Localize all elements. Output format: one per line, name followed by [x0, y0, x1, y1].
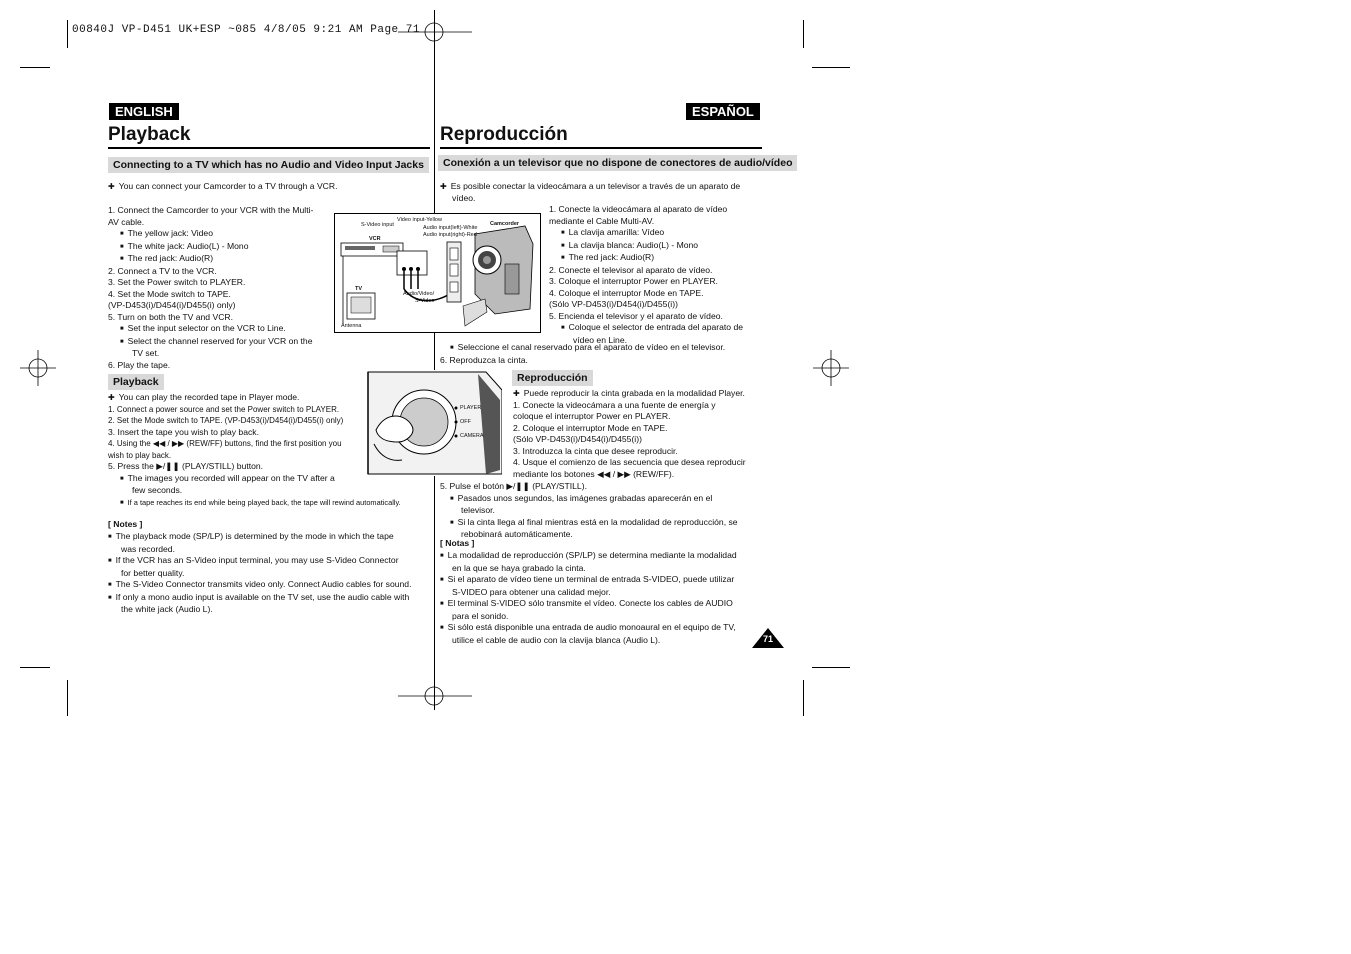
fig-label-audio-left: Audio input(left)-White [423, 225, 478, 231]
pb-line: 5. Pulse el botón ▶/❚❚ (PLAY/STILL). [440, 481, 587, 491]
crop-mark [803, 20, 804, 48]
print-header: 00840J VP-D451 UK+ESP ~085 4/8/05 9:21 AM Page 71 [72, 24, 420, 36]
note-line: ■ The S-Video Connector transmits video only. Connect Audio cables for sound. [108, 579, 411, 592]
step-line: ■ Set the input selector on the VCR to Line. [108, 323, 313, 336]
note-line: ■ If only a mono audio input is available on the TV set, use the audio cable with [108, 592, 411, 605]
step-line: 5. Turn on both the TV and VCR. [108, 311, 234, 322]
notes-title: [ Notas ] [440, 538, 475, 548]
step-line: 1. Conecte la videocámara al aparato de vídeo [549, 204, 728, 214]
note-line: S-VIDEO para obtener una calidad mejor. [452, 586, 611, 597]
note-line: ■ If the VCR has an S-Video input terminal, you may use S-Video Connector [108, 555, 411, 568]
fig-label-svideo-input: S-Video input [361, 222, 394, 228]
registration-mark-right [813, 350, 849, 386]
intro-line: ✚ Es posible conectar la videocámara a un televisor a través de un aparato de [440, 181, 740, 193]
step-line: ■ La clavija amarilla: Vídeo [549, 227, 743, 240]
center-fold-line [434, 10, 435, 710]
title-rule [108, 147, 430, 149]
step-line: 5. Encienda el televisor y el aparato de vídeo. [549, 310, 723, 321]
pb-line: ■ Pasados unos segundos, las imágenes grabadas aparecerán en el [440, 493, 738, 506]
note-line: ■ The playback mode (SP/LP) is determined by the mode in which the tape [108, 531, 411, 544]
note-line: ■ Si el aparato de vídeo tiene un terminal de entrada S-VIDEO, puede utilizar [440, 574, 737, 587]
section-heading: Connecting to a TV which has no Audio and Video Input Jacks [108, 157, 429, 173]
playback-list [513, 388, 746, 480]
step-line: vídeo en Line. [573, 334, 627, 345]
pb-line: ✚ You can play the recorded tape in Player mode. [108, 392, 401, 404]
steps-list-cont [440, 342, 725, 366]
fig-label-vcr: VCR [369, 236, 381, 242]
step-line: 2. Conecte el televisor al aparato de vídeo. [549, 264, 713, 275]
step-line: 6. Reproduzca la cinta. [440, 354, 528, 365]
fig-label-camera: CAMERA [460, 433, 484, 439]
crop-mark [20, 667, 50, 668]
note-line: utilice el cable de audio con la clavija blanca (Audio L). [452, 634, 661, 645]
note-line: ■ El terminal S-VIDEO sólo transmite el vídeo. Conecte los cables de AUDIO [440, 598, 737, 611]
intro-line: vídeo. [452, 192, 476, 203]
step-line: 6. Play the tape. [108, 359, 171, 370]
step-line: mediante el Cable Multi-AV. [549, 215, 655, 226]
registration-mark-left [20, 350, 56, 386]
title-rule [440, 147, 762, 149]
fig-label-video-input: Video input-Yellow [397, 217, 442, 223]
step-line: TV set. [132, 348, 160, 358]
page-title: Playback [108, 124, 191, 145]
section-heading: Playback [108, 374, 164, 390]
fig-label-svideo: S-Video [415, 298, 435, 304]
section-heading: Reproducción [512, 370, 593, 386]
pb-line: 2. Set the Mode switch to TAPE. (VP-D453(i)/D454(i)/D455(i) only) [108, 416, 344, 425]
step-line: ■ Coloque el selector de entrada del aparato de [549, 322, 743, 335]
pb-line: 5. Press the ▶/❚❚ (PLAY/STILL) button. [108, 461, 264, 471]
intro-text: ✚ You can connect your Camcorder to a TV through a VCR. [108, 181, 338, 193]
page-title: Reproducción [440, 124, 568, 145]
notes-list [108, 531, 411, 616]
page-number-badge [752, 628, 784, 648]
pb-line: 3. Introduzca la cinta que desee reproducir. [513, 445, 678, 456]
step-line: ■ The red jack: Audio(R) [549, 252, 743, 265]
pb-line: ✚ Puede reproducir la cinta grabada en la modalidad Player. [513, 388, 746, 400]
playback-list [108, 392, 401, 509]
crop-mark [20, 67, 50, 68]
step-line: 4. Set the Mode switch to TAPE. [108, 288, 231, 299]
pb-line: ■ If a tape reaches its end while being played back, the tape will rewind automatically. [108, 497, 401, 510]
note-line: en la que se haya grabado la cinta. [452, 562, 586, 573]
pb-line: (Sólo VP-D453(i)/D454(i)/D455(i)) [513, 434, 642, 444]
note-line: ■ Si sólo está disponible una entrada de audio monoaural en el equipo de TV, [440, 622, 737, 635]
pb-line: coloque el interruptor Power en PLAYER. [513, 411, 671, 421]
step-line: 3. Set the Power switch to PLAYER. [108, 277, 246, 287]
step-line: ■ Seleccione el canal reservado para el aparato de vídeo en el televisor. [440, 342, 725, 355]
pb-line: televisor. [461, 505, 495, 515]
step-line: 4. Coloque el interruptor Mode en TAPE. [549, 287, 704, 298]
notes-list [440, 550, 737, 646]
pb-line: wish to play back. [108, 450, 172, 460]
step-line: ■ The yellow jack: Video [108, 228, 313, 241]
step-line: AV cable. [108, 216, 145, 227]
note-line: para el sonido. [452, 610, 509, 621]
fig-label-player: PLAYER [460, 405, 482, 411]
fig-label-av: Audio/Video/ [403, 291, 435, 297]
pb-line: 1. Connect a power source and set the Power switch to PLAYER. [108, 404, 340, 414]
fig-label-audio-right: Audio input(right)-Red [423, 232, 477, 238]
registration-mark-bottom [396, 678, 474, 718]
crop-mark [67, 680, 68, 716]
step-line: 3. Coloque el interruptor Power en PLAYER. [549, 276, 718, 286]
steps-list [108, 205, 313, 371]
step-line: ■ La clavija blanca: Audio(L) - Mono [549, 240, 743, 253]
fig-label-off: OFF [460, 419, 471, 425]
pb-line: 4. Using the ◀◀ / ▶▶ (REW/FF) buttons, find the first position you [108, 439, 342, 448]
step-line: ■ The white jack: Audio(L) - Mono [108, 241, 313, 254]
note-line: was recorded. [121, 543, 175, 554]
steps-list [549, 204, 743, 346]
registration-mark-top [396, 12, 474, 68]
pb-line: 3. Insert the tape you wish to play back. [108, 426, 259, 437]
note-line: ■ La modalidad de reproducción (SP/LP) se determina mediante la modalidad [440, 550, 737, 563]
playback-list-cont [440, 481, 738, 541]
note-line: for better quality. [121, 567, 185, 578]
intro-text [440, 181, 740, 204]
mode-switch-diagram [366, 370, 502, 476]
crop-mark [67, 20, 68, 48]
fig-label-antenna: Antenna [341, 323, 362, 329]
fig-label-tv: TV [355, 286, 363, 292]
step-line: (Sólo VP-D453(i)/D454(i)/D455(i)) [549, 299, 678, 309]
connection-diagram [334, 213, 541, 333]
crop-mark [812, 667, 850, 668]
pb-line: ■ Si la cinta llega al final mientras está en la modalidad de reproducción, se [440, 517, 738, 530]
page-number: 71 [762, 634, 773, 644]
pb-line: rebobinará automáticamente. [461, 529, 573, 539]
lang-tab-espanol: ESPAÑOL [686, 103, 760, 120]
pb-line: 2. Coloque el interruptor Mode en TAPE. [513, 422, 668, 433]
pb-line: 4. Usque el comienzo de las secuencia que desea reproducir [513, 457, 746, 467]
step-line: 2. Connect a TV to the VCR. [108, 265, 217, 276]
pb-line: ■ The images you recorded will appear on the TV after a [108, 473, 401, 486]
notes-title: [ Notes ] [108, 519, 143, 529]
fig-label-camcorder: Camcorder [490, 221, 520, 227]
step-line: ■ Select the channel reserved for your VCR on the [108, 336, 313, 349]
step-line: 1. Connect the Camcorder to your VCR with the Multi- [108, 205, 314, 215]
lang-tab-english: ENGLISH [109, 103, 179, 120]
step-line: (VP-D453(i)/D454(i)/D455(i) only) [108, 300, 236, 310]
crop-mark [812, 67, 850, 68]
section-heading: Conexión a un televisor que no dispone de conectores de audio/vídeo [438, 155, 797, 171]
crop-mark [803, 680, 804, 716]
pb-line: 1. Conecte la videocámara a una fuente de energía y [513, 399, 716, 410]
pb-line: mediante los botones ◀◀ / ▶▶ (REW/FF). [513, 468, 675, 479]
note-line: the white jack (Audio L). [121, 604, 213, 614]
step-line: ■ The red jack: Audio(R) [108, 253, 313, 266]
pb-line: few seconds. [132, 485, 183, 495]
